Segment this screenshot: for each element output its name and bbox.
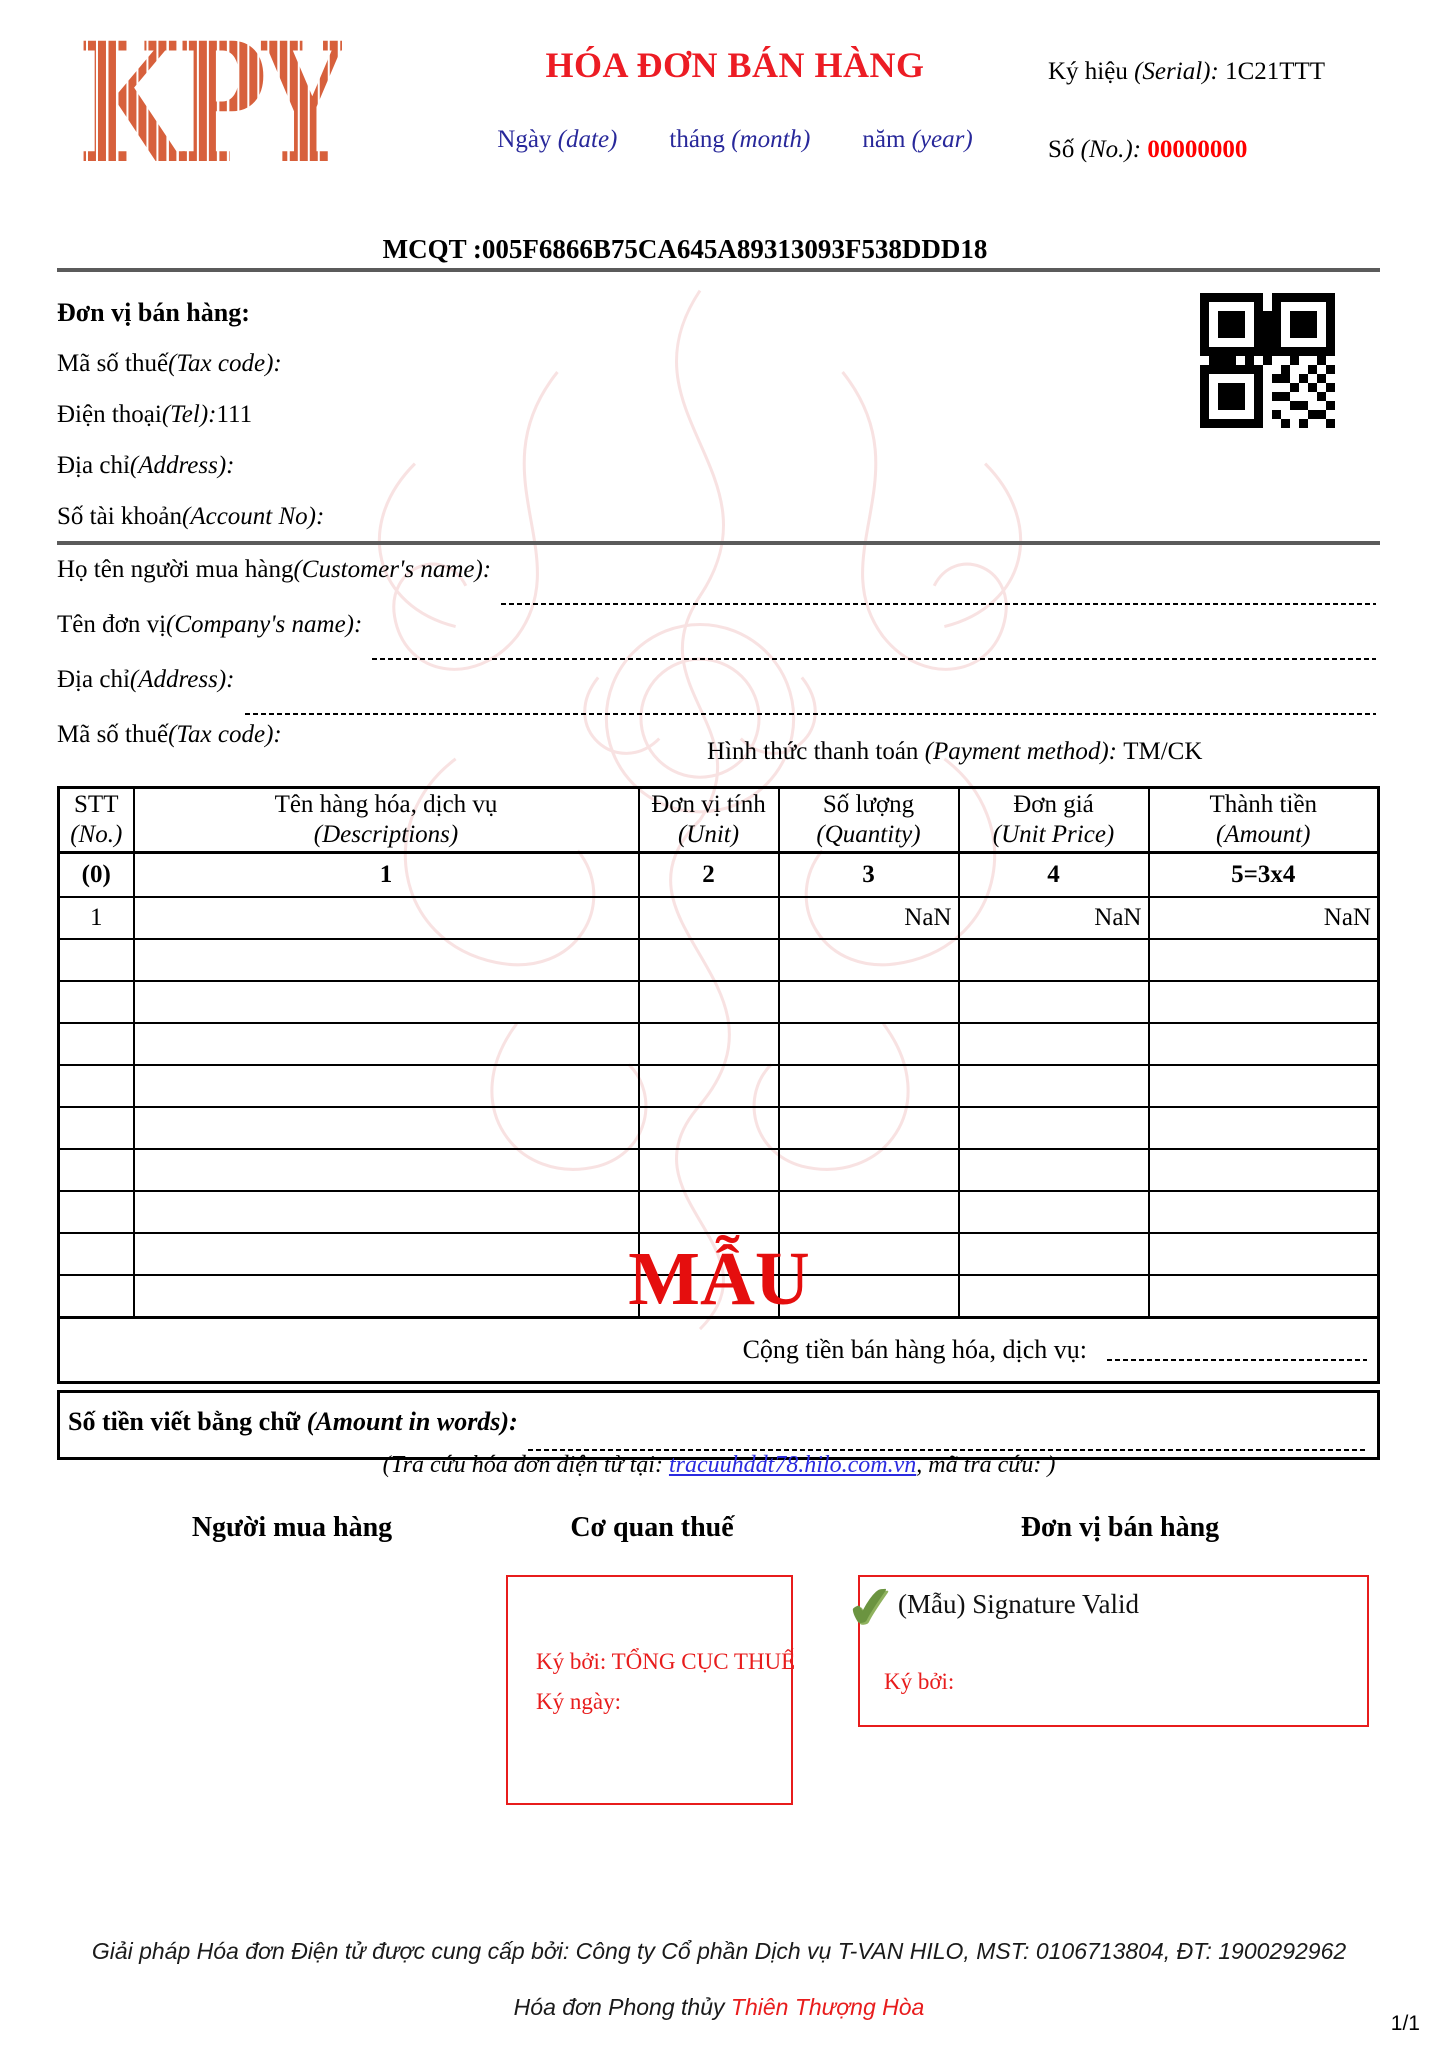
signature-tax-office-label: Cơ quan thuế bbox=[570, 1512, 734, 1543]
index-cell: 4 bbox=[959, 853, 1149, 898]
date-day: Ngày (date) bbox=[497, 126, 618, 153]
index-cell: 2 bbox=[639, 853, 779, 898]
cell-desc bbox=[134, 1191, 639, 1233]
mcqt-code: MCQT :005F6866B75CA645A89313093F538DDD18 bbox=[382, 234, 988, 264]
index-cell: (0) bbox=[59, 853, 134, 898]
cell-desc bbox=[134, 981, 639, 1023]
table-row bbox=[59, 1107, 1379, 1149]
cell-price: NaN bbox=[959, 897, 1149, 939]
serial-value: 1C21TTT bbox=[1225, 58, 1326, 85]
payment-method: Hình thức thanh toán (Payment method): TM/CK bbox=[707, 738, 1203, 765]
cell-qty bbox=[779, 981, 959, 1023]
cell-price bbox=[959, 1065, 1149, 1107]
table-row bbox=[59, 981, 1379, 1023]
fill-line bbox=[245, 713, 1377, 715]
seller-signature-box bbox=[842, 1572, 1369, 1727]
buyer-tax-code: Mã số thuế (Tax code): Hình thức thanh toán (Payment method): TM/CK bbox=[57, 721, 1203, 765]
table-row bbox=[59, 1191, 1379, 1233]
seller-account-no: Số tài khoản (Account No): bbox=[57, 502, 325, 530]
index-cell: 3 bbox=[779, 853, 959, 898]
cell-amount bbox=[1149, 939, 1379, 981]
cell-qty bbox=[779, 1191, 959, 1233]
cell-qty bbox=[779, 1065, 959, 1107]
cell-price bbox=[959, 1107, 1149, 1149]
table-row bbox=[59, 897, 1379, 939]
cell-unit bbox=[639, 1149, 779, 1191]
cell-stt bbox=[59, 939, 134, 981]
sample-watermark-text: MẪU bbox=[628, 1237, 810, 1321]
signature-seller-label: Đơn vị bán hàng bbox=[1020, 1512, 1220, 1543]
divider-top bbox=[57, 268, 1380, 272]
cell-amount bbox=[1149, 1191, 1379, 1233]
signature-valid-text: (Mẫu) Signature Valid bbox=[898, 1589, 1139, 1619]
date-year: năm (year) bbox=[862, 126, 973, 153]
company-logo: KPY bbox=[78, 6, 343, 200]
col-stt: STT (No.) bbox=[59, 788, 134, 853]
cell-desc bbox=[134, 1107, 639, 1149]
col-unit: Đơn vị tính (Unit) bbox=[639, 788, 779, 853]
cell-desc bbox=[134, 1149, 639, 1191]
invoice-date-line bbox=[430, 126, 1040, 154]
cell-qty bbox=[779, 1107, 959, 1149]
col-amount: Thành tiền (Amount) bbox=[1149, 788, 1379, 853]
page-number: 1/1 bbox=[1390, 2012, 1420, 2035]
cell-unit bbox=[639, 1023, 779, 1065]
payment-method-value: TM/CK bbox=[1123, 738, 1203, 765]
cell-amount: NaN bbox=[1149, 897, 1379, 939]
items-table-section bbox=[57, 786, 1380, 1460]
cell-amount bbox=[1149, 1023, 1379, 1065]
seller-address: Địa chỉ (Address): bbox=[57, 451, 235, 479]
total-label: Cộng tiền bán hàng hóa, dịch vụ: bbox=[742, 1335, 1087, 1364]
fill-line bbox=[528, 1449, 1365, 1451]
date-month: tháng (month) bbox=[669, 126, 811, 153]
qr-code-icon bbox=[1200, 293, 1335, 428]
cell-desc bbox=[134, 1065, 639, 1107]
divider-seller-buyer bbox=[57, 541, 1380, 545]
fengshui-footer: Hóa đơn Phong thủy Thiên Thượng Hòa bbox=[513, 1994, 925, 2020]
cell-unit bbox=[639, 1191, 779, 1233]
col-description: Tên hàng hóa, dịch vụ (Descriptions) bbox=[134, 788, 639, 853]
cell-unit bbox=[639, 939, 779, 981]
cell-qty bbox=[779, 939, 959, 981]
cell-qty bbox=[779, 1149, 959, 1191]
cell-unit bbox=[639, 1107, 779, 1149]
cell-amount bbox=[1149, 1065, 1379, 1107]
seller-signed-by: Ký bởi: bbox=[884, 1669, 955, 1694]
cell-unit bbox=[639, 897, 779, 939]
table-row bbox=[59, 1065, 1379, 1107]
invoice-number-line: Số (No.): 00000000 bbox=[1048, 136, 1248, 163]
seller-heading: Đơn vị bán hàng: bbox=[57, 297, 250, 327]
cell-amount bbox=[1149, 981, 1379, 1023]
cell-stt bbox=[59, 981, 134, 1023]
cell-amount bbox=[1149, 1107, 1379, 1149]
cell-stt bbox=[59, 1191, 134, 1233]
table-row bbox=[59, 1023, 1379, 1065]
buyer-customer-name: Họ tên người mua hàng (Customer's name): bbox=[57, 556, 1380, 611]
amount-in-words-row: Số tiền viết bằng chữ (Amount in words): bbox=[57, 1390, 1380, 1460]
invoice-title: HÓA ĐƠN BÁN HÀNG bbox=[545, 45, 925, 85]
lookup-link[interactable]: tracuuhddt78.hilo.com.vn bbox=[668, 1452, 917, 1478]
tax-signed-date: Ký ngày: bbox=[536, 1689, 621, 1714]
invoice-number-value: 00000000 bbox=[1147, 136, 1248, 163]
cell-stt: 1 bbox=[59, 897, 134, 939]
cell-stt bbox=[59, 1107, 134, 1149]
lookup-line: (Tra cứu hóa đơn điện tử tại: tracuuhddt78.hilo.com.vn, mã tra cứu: ) bbox=[382, 1452, 1056, 1478]
tax-office-signature-box bbox=[506, 1575, 796, 1805]
header-row bbox=[59, 788, 1379, 853]
cell-amount bbox=[1149, 1149, 1379, 1191]
cell-price bbox=[959, 981, 1149, 1023]
col-unit-price: Đơn giá (Unit Price) bbox=[959, 788, 1149, 853]
buyer-section bbox=[57, 556, 1380, 776]
cell-price bbox=[959, 1149, 1149, 1191]
table-row bbox=[59, 1149, 1379, 1191]
fill-line bbox=[1107, 1359, 1367, 1361]
seller-telephone: Điện thoại (Tel): 111 bbox=[57, 400, 253, 428]
cell-desc bbox=[134, 1023, 639, 1065]
buyer-address: Địa chỉ (Address): bbox=[57, 666, 1380, 721]
cell-price bbox=[959, 939, 1149, 981]
buyer-company-name: Tên đơn vị (Company's name): bbox=[57, 611, 1380, 666]
cell-desc bbox=[134, 897, 639, 939]
cell-stt bbox=[59, 1065, 134, 1107]
index-cell: 1 bbox=[134, 853, 639, 898]
fengshui-brand: Thiên Thượng Hòa bbox=[730, 1994, 925, 2020]
cell-desc bbox=[134, 939, 639, 981]
serial-line: Ký hiệu (Serial): 1C21TTT bbox=[1048, 58, 1326, 85]
fill-line bbox=[372, 658, 1376, 660]
cell-stt bbox=[59, 1149, 134, 1191]
provider-footer: Giải pháp Hóa đơn Điện tử được cung cấp bởi: Công ty Cổ phần Dịch vụ T-VAN HILO, MST: 0106713804, ĐT: 1900292962 bbox=[91, 1938, 1347, 1964]
table-row bbox=[59, 939, 1379, 981]
fill-line bbox=[501, 603, 1376, 605]
signature-buyer-label: Người mua hàng bbox=[191, 1512, 393, 1543]
cell-price bbox=[959, 1023, 1149, 1065]
cell-unit bbox=[639, 981, 779, 1023]
cell-stt bbox=[59, 1023, 134, 1065]
col-quantity: Số lượng (Quantity) bbox=[779, 788, 959, 853]
seller-tax-code: Mã số thuế (Tax code): bbox=[57, 349, 282, 377]
cell-qty: NaN bbox=[779, 897, 959, 939]
total-row bbox=[57, 1319, 1380, 1384]
cell-qty bbox=[779, 1023, 959, 1065]
index-row bbox=[59, 853, 1379, 898]
tax-signed-by: Ký bởi: TỔNG CỤC THUẾ bbox=[536, 1649, 796, 1674]
seller-section bbox=[57, 287, 1380, 542]
signature-check-icon: ✔ bbox=[842, 1572, 898, 1643]
cell-price bbox=[959, 1191, 1149, 1233]
cell-unit bbox=[639, 1065, 779, 1107]
index-cell: 5=3x4 bbox=[1149, 853, 1379, 898]
seller-telephone-value: 111 bbox=[216, 400, 253, 428]
